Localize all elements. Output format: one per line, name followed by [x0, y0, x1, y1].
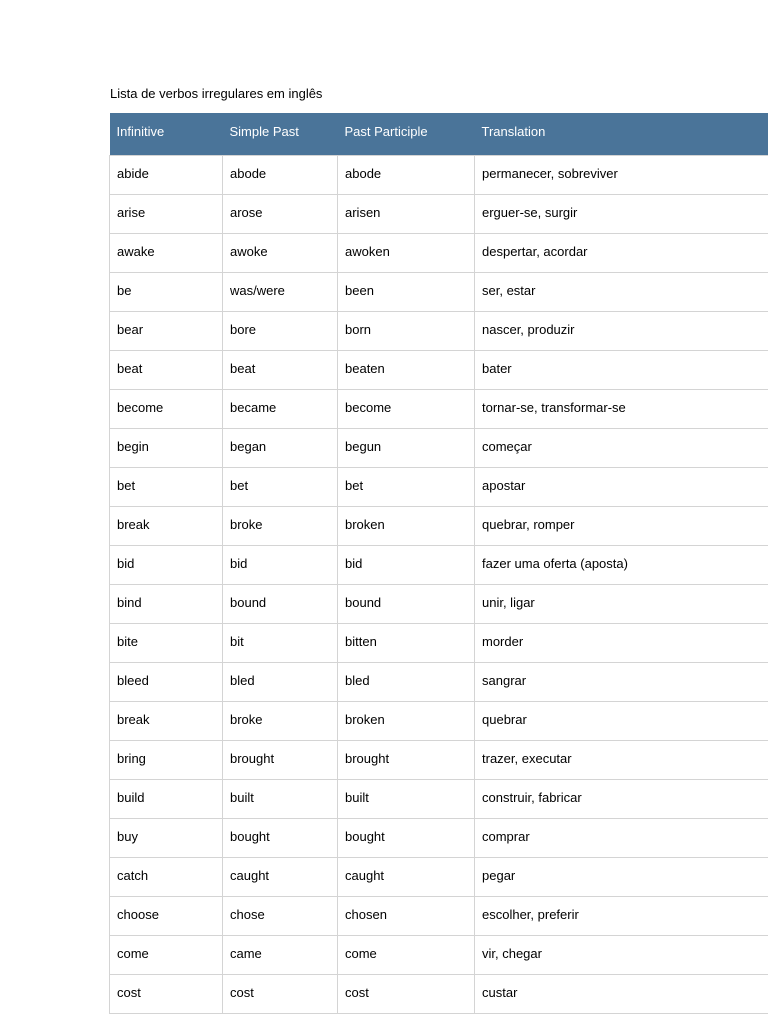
cell-simple-past: beat [223, 351, 338, 390]
cell-simple-past: caught [223, 858, 338, 897]
cell-past-participle: bid [338, 546, 475, 585]
table-row [110, 819, 768, 858]
cell-simple-past: built [223, 780, 338, 819]
cell-simple-past: was/were [223, 273, 338, 312]
cell-infinitive: become [110, 390, 223, 429]
cell-infinitive: buy [110, 819, 223, 858]
cell-translation: erguer-se, surgir [475, 195, 768, 234]
cell-simple-past: came [223, 936, 338, 975]
cell-past-participle: cost [338, 975, 475, 1014]
cell-translation: pegar [475, 858, 768, 897]
cell-translation: bater [475, 351, 768, 390]
cell-past-participle: begun [338, 429, 475, 468]
cell-translation: custar [475, 975, 768, 1014]
cell-past-participle: bound [338, 585, 475, 624]
table-row [110, 975, 768, 1014]
cell-infinitive: abide [110, 156, 223, 195]
cell-past-participle: bled [338, 663, 475, 702]
cell-simple-past: abode [223, 156, 338, 195]
cell-translation: trazer, executar [475, 741, 768, 780]
table-row [110, 936, 768, 975]
cell-translation: comprar [475, 819, 768, 858]
cell-translation: unir, ligar [475, 585, 768, 624]
cell-simple-past: broke [223, 702, 338, 741]
table-row [110, 390, 768, 429]
table-row [110, 234, 768, 273]
header-translation: Translation [475, 113, 768, 156]
cell-simple-past: awoke [223, 234, 338, 273]
cell-translation: tornar-se, transformar-se [475, 390, 768, 429]
table-row [110, 858, 768, 897]
cell-simple-past: bet [223, 468, 338, 507]
table-row [110, 780, 768, 819]
cell-translation: apostar [475, 468, 768, 507]
cell-infinitive: be [110, 273, 223, 312]
cell-translation: despertar, acordar [475, 234, 768, 273]
cell-simple-past: bled [223, 663, 338, 702]
cell-translation: nascer, produzir [475, 312, 768, 351]
cell-past-participle: been [338, 273, 475, 312]
table-row [110, 351, 768, 390]
cell-infinitive: bite [110, 624, 223, 663]
header-simple-past: Simple Past [223, 113, 338, 156]
header-infinitive: Infinitive [110, 113, 223, 156]
table-row [110, 663, 768, 702]
cell-infinitive: break [110, 507, 223, 546]
cell-simple-past: chose [223, 897, 338, 936]
table-row [110, 195, 768, 234]
cell-translation: morder [475, 624, 768, 663]
cell-translation: construir, fabricar [475, 780, 768, 819]
table-body [110, 156, 768, 1014]
cell-simple-past: broke [223, 507, 338, 546]
table-row [110, 156, 768, 195]
cell-infinitive: bind [110, 585, 223, 624]
cell-translation: quebrar, romper [475, 507, 768, 546]
irregular-verbs-table [109, 113, 768, 1014]
cell-simple-past: bid [223, 546, 338, 585]
table-row [110, 312, 768, 351]
table-row [110, 546, 768, 585]
table-row [110, 897, 768, 936]
cell-simple-past: bound [223, 585, 338, 624]
table-row [110, 507, 768, 546]
cell-past-participle: chosen [338, 897, 475, 936]
cell-past-participle: come [338, 936, 475, 975]
cell-translation: permanecer, sobreviver [475, 156, 768, 195]
cell-translation: quebrar [475, 702, 768, 741]
table-row [110, 585, 768, 624]
cell-infinitive: break [110, 702, 223, 741]
cell-past-participle: bought [338, 819, 475, 858]
cell-infinitive: arise [110, 195, 223, 234]
header-past-participle: Past Participle [338, 113, 475, 156]
cell-simple-past: cost [223, 975, 338, 1014]
cell-infinitive: bring [110, 741, 223, 780]
cell-infinitive: awake [110, 234, 223, 273]
cell-infinitive: catch [110, 858, 223, 897]
cell-infinitive: begin [110, 429, 223, 468]
table-row [110, 429, 768, 468]
cell-infinitive: build [110, 780, 223, 819]
table-row [110, 624, 768, 663]
cell-simple-past: began [223, 429, 338, 468]
table-row [110, 741, 768, 780]
cell-past-participle: become [338, 390, 475, 429]
cell-past-participle: born [338, 312, 475, 351]
document-title: Lista de verbos irregulares em inglês [110, 86, 323, 101]
cell-simple-past: brought [223, 741, 338, 780]
cell-translation: ser, estar [475, 273, 768, 312]
cell-infinitive: bear [110, 312, 223, 351]
cell-past-participle: built [338, 780, 475, 819]
cell-simple-past: bore [223, 312, 338, 351]
cell-translation: começar [475, 429, 768, 468]
cell-past-participle: abode [338, 156, 475, 195]
cell-infinitive: beat [110, 351, 223, 390]
cell-past-participle: broken [338, 507, 475, 546]
table-row [110, 273, 768, 312]
cell-past-participle: broken [338, 702, 475, 741]
cell-past-participle: awoken [338, 234, 475, 273]
cell-translation: escolher, preferir [475, 897, 768, 936]
cell-translation: fazer uma oferta (aposta) [475, 546, 768, 585]
cell-past-participle: brought [338, 741, 475, 780]
cell-simple-past: became [223, 390, 338, 429]
cell-simple-past: bought [223, 819, 338, 858]
cell-past-participle: bitten [338, 624, 475, 663]
cell-past-participle: caught [338, 858, 475, 897]
cell-translation: sangrar [475, 663, 768, 702]
cell-past-participle: bet [338, 468, 475, 507]
table-row [110, 468, 768, 507]
cell-simple-past: bit [223, 624, 338, 663]
cell-infinitive: cost [110, 975, 223, 1014]
cell-infinitive: choose [110, 897, 223, 936]
table-row [110, 702, 768, 741]
cell-simple-past: arose [223, 195, 338, 234]
cell-infinitive: bleed [110, 663, 223, 702]
cell-translation: vir, chegar [475, 936, 768, 975]
cell-infinitive: bet [110, 468, 223, 507]
table-header-row [110, 113, 768, 156]
cell-infinitive: come [110, 936, 223, 975]
cell-past-participle: beaten [338, 351, 475, 390]
cell-infinitive: bid [110, 546, 223, 585]
cell-past-participle: arisen [338, 195, 475, 234]
